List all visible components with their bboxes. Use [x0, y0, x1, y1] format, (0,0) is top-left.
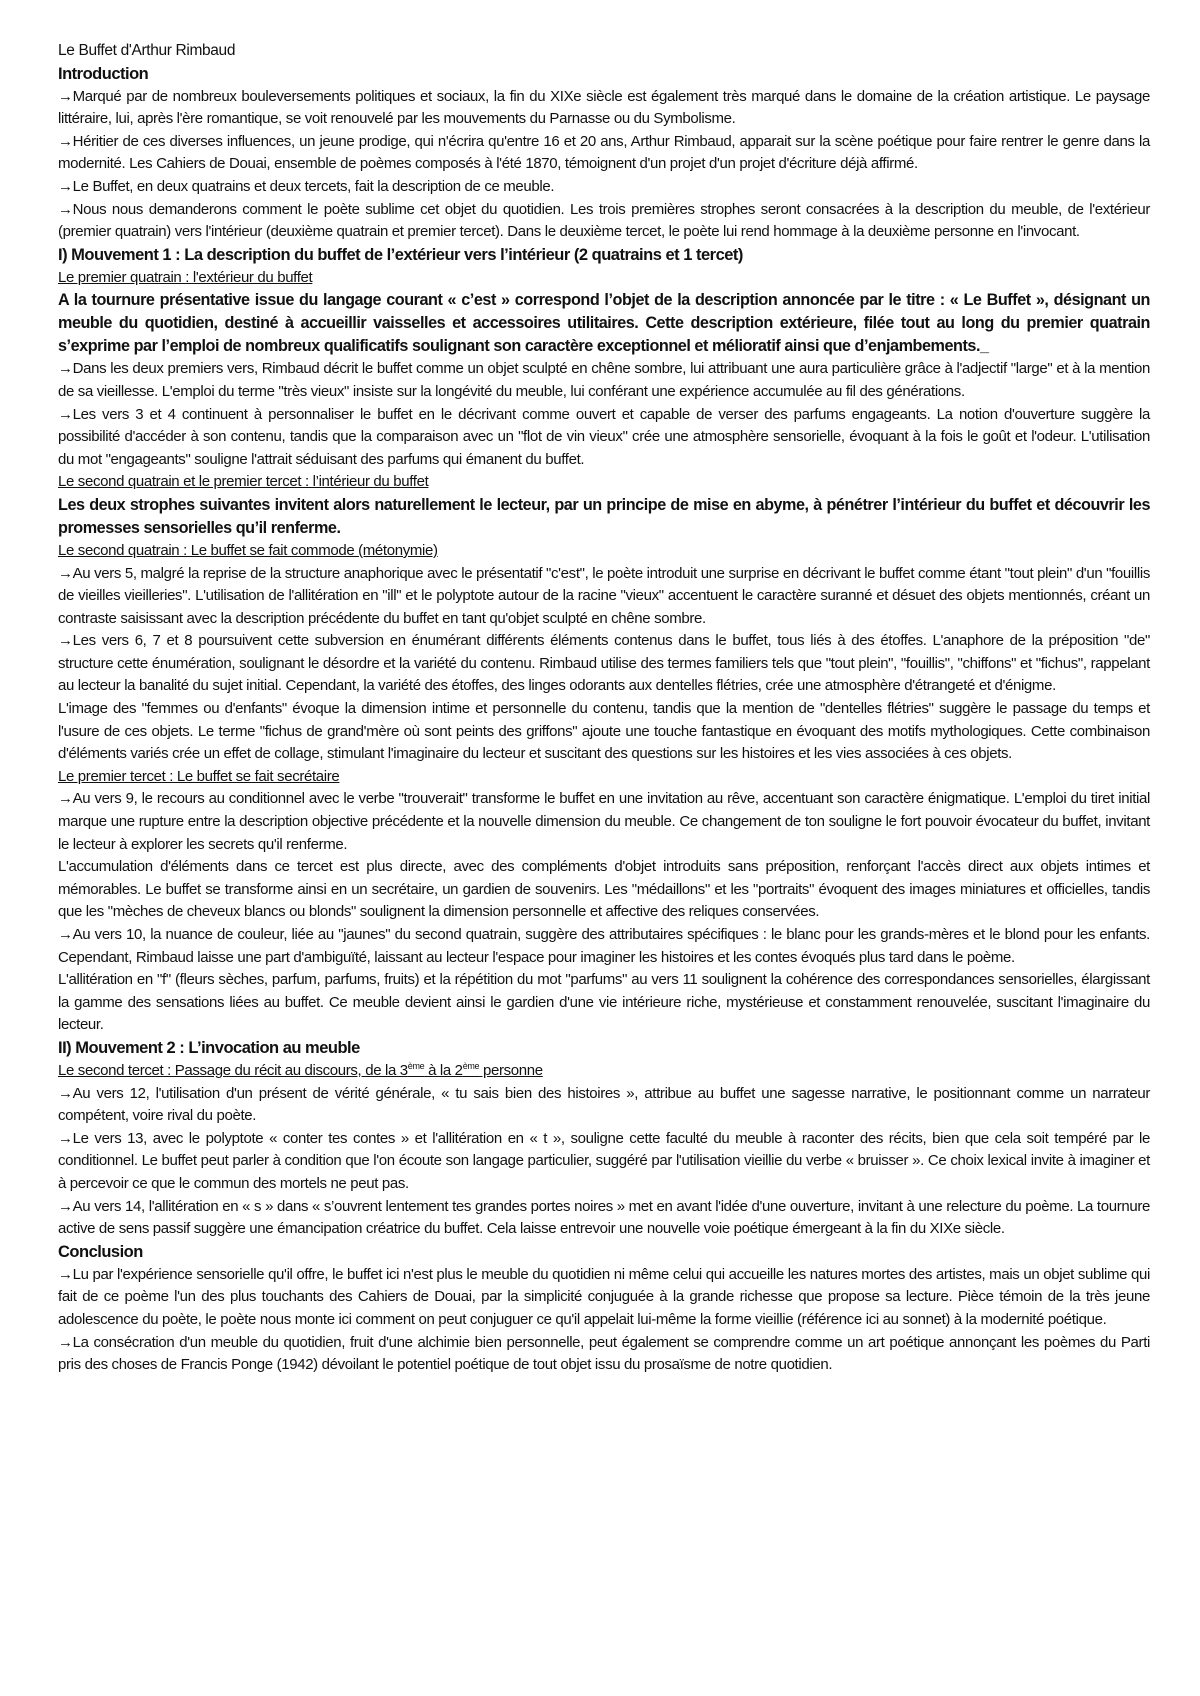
paragraph: →Au vers 12, l'utilisation d'un présent de vérité générale, « tu sais bien des histoires », attribue au buffet une sagesse narrative, le positionnant comme un narrateur compétent, voire rival du poète. [58, 1084, 1150, 1125]
paragraph: →Le vers 13, avec le polyptote « conter tes contes » et l'allitération en « t », souligne cette faculté du meuble à raconter des récits, bien que cela soit tempéré par le conditionnel. Le buffet peut parler à condition que l'on écoute son langage particulier, suggéré par l'utilisation vieillie du verbe « bruisser ». Ce choix lexical invite à imaginer et à percevoir ce que le commun des mortels ne peut pas. [58, 1129, 1150, 1192]
paragraph: L'accumulation d'éléments dans ce tercet est plus directe, avec des compléments d'objet introduits sans préposition, renforçant l'accès direct aux objets intimes et mémorables. Le buffet se transforme ainsi en un secrétaire, un gardien de souvenirs. Les "médaillons" et les "portraits" évoquent des images miniatures et officielles, tandis que les "mèches de cheveux blancs ou blonds" soulignent la dimension personnelle et affective des reliques conservées. [58, 858, 1150, 921]
paragraph: L'allitération en "f" (fleurs sèches, parfum, parfums, fruits) et la répétition du mot "parfums" au vers 11 soulignent la cohérence des correspondances sensorielles, élargissant la gamme des sensations liées au buffet. Ce meuble devient ainsi le gardien d'une vie intérieure riche, mystérieuse et constamment renouvelée, suscitant l'imaginaire du lecteur. [58, 971, 1150, 1034]
paragraph: →Lu par l'expérience sensorielle qu'il offre, le buffet ici n'est plus le meuble du quotidien ni même celui qui accueille les natures mortes des artistes, mais un objet sublime qui fait de ce poème l'un des plus touchants des Cahiers de Douai, par la simplicité conjuguée à la grande richesse que propose sa lecture. Pièce témoin de la très jeune adolescence du poète, le poète nous monte ici comment on peut conjuguer ce qu'il appelait lui-même la forme vieillie (référence ici au sonnet) à la modernité poétique. [58, 1265, 1150, 1328]
paragraph: →Héritier de ces diverses influences, un jeune prodige, qui n'écrira qu'entre 16 et 20 ans, Arthur Rimbaud, apparait sur la scène poétique pour faire rentrer le genre dans la modernité. Les Cahiers de Douai, ensemble de poèmes composés à l'été 1870, témoignent d'un projet d'un projet d'écriture déjà affirmé. [58, 132, 1150, 173]
heading-introduction: Introduction [58, 64, 149, 83]
subheading-second-quatrain-first-tercet: Le second quatrain et le premier tercet : l’intérieur du buffet [58, 473, 429, 491]
subheading-text: à la 2 [424, 1061, 463, 1079]
paragraph: →Les vers 3 et 4 continuent à personnaliser le buffet en le décrivant comme ouvert et capable de verser des parfums engageants. La notion d'ouverture suggère la possibilité d'accéder à son contenu, tandis que la comparaison avec un "flot de vin vieux" crée une atmosphère sensorielle, évoquant à la fois le goût et l'odeur. L'utilisation du mot "engageants" souligne l'attrait séduisant des parfums qui émanent du buffet. [58, 405, 1150, 468]
subheading-first-quatrain: Le premier quatrain : l'extérieur du buffet [58, 268, 313, 286]
heading-conclusion: Conclusion [58, 1242, 143, 1261]
paragraph: →Au vers 14, l'allitération en « s » dans « s’ouvrent lentement tes grandes portes noires » met en avant l'idée d'une ouverture, invitant à une relecture du poème. La tournure active de sens passif suggère une émancipation créatrice du buffet. Cela laisse entrevoir une nouvelle voie poétique émergeant à la fin du XIXe siècle. [58, 1197, 1150, 1238]
heading-movement-2: II) Mouvement 2 : L’invocation au meuble [58, 1038, 360, 1057]
superscript: ème [407, 1060, 425, 1071]
paragraph: →Dans les deux premiers vers, Rimbaud décrit le buffet comme un objet sculpté en chêne sombre, lui attribuant une aura particulière grâce à l'adjectif "large" et à la mention de sa vieillesse. L'emploi du terme "très vieux" insiste sur la longévité du meuble, lui conférant une expérience accumulée au fil des générations. [58, 360, 1150, 400]
document-title: Le Buffet d'Arthur Rimbaud [58, 42, 236, 59]
paragraph: →Les vers 6, 7 et 8 poursuivent cette subversion en énumérant différents éléments contenus dans le buffet, tous liés à des étoffes. L'anaphore de la préposition "de" structure cette énumération, soulignant le désordre et la variété du contenu. Rimbaud utilise des termes familiers tels que "tout plein", "fouillis", "chiffons" et "fichus", rappelant au lecteur la banalité du sujet initial. Cependant, la variété des étoffes, des linges odorants aux dentelles flétries, crée une atmosphère d'étrangeté et d'énigme. [58, 632, 1150, 695]
paragraph: L'image des "femmes ou d'enfants" évoque la dimension intime et personnelle du contenu, tandis que la mention de "dentelles flétries" suggère le passage du temps et l'usure de ces objets. Le terme "fichus de grand'mère où sont peints des griffons" ajoute une touche fantastique en évoquant des motifs mythologiques. Cette combinaison d'éléments variés crée un effet de collage, stimulant l'imaginaire du lecteur et suscitant des questions sur les histoires et les vies associées à ces objets. [58, 700, 1150, 763]
subheading-first-tercet: Le premier tercet : Le buffet se fait secrétaire [58, 767, 340, 785]
paragraph: →Au vers 5, malgré la reprise de la structure anaphorique avec le présentatif "c'est", le poète introduit une surprise en décrivant le buffet comme étant "tout plein" d'un "fouillis de vieilles vieilleries". L'utilisation de l'allitération en "ill" et le polyptote autour de la racine "vieux" accentuent le caractère suranné et désuet des objets mentionnés, créant un contraste saisissant avec la description précédente du buffet en tant qu'objet sculpté en chêne sombre. [58, 564, 1150, 627]
document-page [58, 40, 1150, 1377]
subheading-text: Le second tercet : Passage du récit au discours, de la 3 [58, 1061, 408, 1079]
lead-paragraph: A la tournure présentative issue du langage courant « c’est » correspond l’objet de la description annoncée par le titre : « Le Buffet », désignant un meuble du quotidien, destiné à accueillir vaisselles et accessoires utilitaires. Cette description extérieure, filée tout au long du premier quatrain s’exprime par l’emploi de nombreux qualificatifs soulignant son caractère exceptionnel et mélioratif ainsi que d’enjambements._ [58, 291, 1150, 356]
subheading-text: personne [479, 1061, 543, 1079]
paragraph: →Le Buffet, en deux quatrains et deux tercets, fait la description de ce meuble. [58, 177, 555, 195]
paragraph: →Nous nous demanderons comment le poète sublime cet objet du quotidien. Les trois premières strophes seront consacrées à la description du meuble, de l'extérieur (premier quatrain) vers l'intérieur (deuxième quatrain et premier tercet). Dans le deuxième tercet, le poète lui rend hommage à la deuxième personne en l'invocant. [58, 200, 1150, 241]
paragraph: →Au vers 10, la nuance de couleur, liée au "jaunes" du second quatrain, suggère des attributaires spécifiques : le blanc pour les grands-mères et le blond pour les enfants. Cependant, Rimbaud laisse une part d'ambiguïté, laissant au lecteur l'espace pour imaginer les histoires et les contes évoqués plus tard dans le poème. [58, 926, 1150, 966]
subheading-second-quatrain: Le second quatrain : Le buffet se fait commode (métonymie) [58, 541, 438, 559]
lead-paragraph: Les deux strophes suivantes invitent alors naturellement le lecteur, par un principe de mise en abyme, à pénétrer l’intérieur du buffet et découvrir les promesses sensorielles qu’il renferme. [58, 495, 1150, 537]
heading-movement-1: I) Mouvement 1 : La description du buffet de l’extérieur vers l’intérieur (2 quatrains et 1 tercet) [58, 245, 743, 264]
paragraph: →Au vers 9, le recours au conditionnel avec le verbe "trouverait" transforme le buffet en une invitation au rêve, accentuant son caractère énigmatique. L'emploi du tiret initial marque une rupture entre la description objective précédente et la nouvelle dimension du meuble. Ce changement de ton souligne le fort pouvoir évocateur du buffet, invitant le lecteur à explorer les secrets qu'il renferme. [58, 790, 1150, 853]
paragraph: →Marqué par de nombreux bouleversements politiques et sociaux, la fin du XIXe siècle est également très marqué dans le domaine de la création artistique. Le paysage littéraire, lui, après l'ère romantique, se voit renouvelé par les mouvements du Parnasse ou du Symbolisme. [58, 87, 1150, 128]
paragraph: →La consécration d'un meuble du quotidien, fruit d'une alchimie bien personnelle, peut également se comprendre comme un art poétique annonçant les poèmes du Parti pris des choses de Francis Ponge (1942) dévoilant le potentiel poétique de tout objet issu du prosaïsme de notre quotidien. [58, 1333, 1150, 1374]
subheading-second-tercet [58, 1060, 1150, 1083]
superscript: ème [462, 1060, 480, 1071]
